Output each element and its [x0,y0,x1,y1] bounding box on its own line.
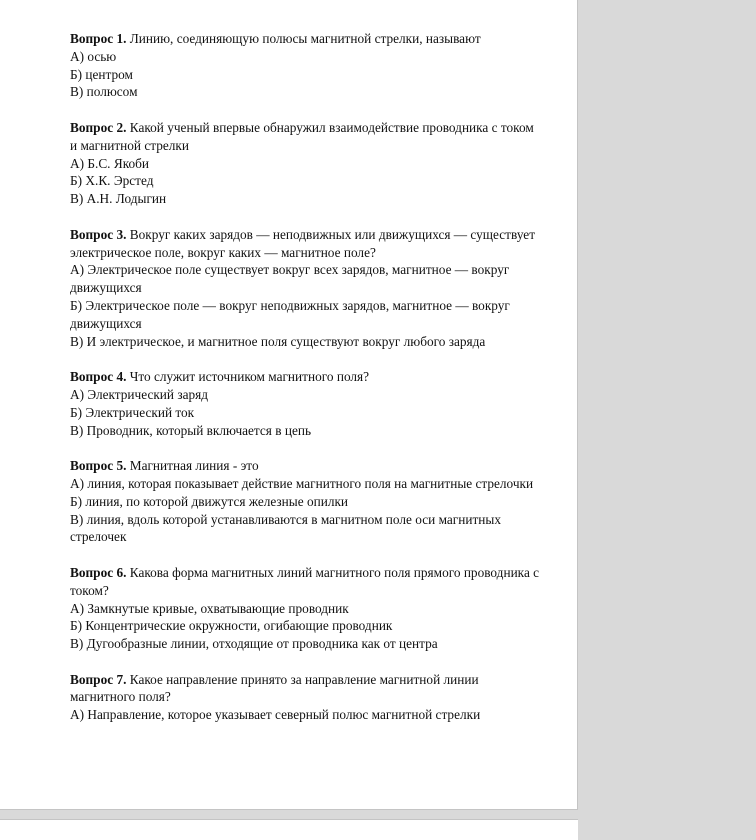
question-number: Вопрос 6. [70,564,127,580]
answer-option: А) Направление, которое указывает северный полюс магнитной стрелки [70,707,481,723]
question-7 [70,671,540,724]
answer-option: Б) Электрическое поле — вокруг неподвижных зарядов, магнитное — вокруг движущихся [70,297,510,331]
answer-option: Б) Концентрические окружности, огибающие проводник [70,618,393,634]
document-body [70,30,540,742]
answer-option: А) Б.С. Якоби [70,155,150,171]
answer-option: А) Электрический заряд [70,386,209,402]
question-text [70,368,540,386]
question-number: Вопрос 2. [70,119,127,135]
question-text [70,564,540,600]
question-text [70,457,540,475]
question-text [70,30,540,48]
question-number: Вопрос 3. [70,226,127,242]
question-number: Вопрос 5. [70,458,127,474]
question-body: Что служит источником магнитного поля? [129,369,370,385]
answer-option: А) Замкнутые кривые, охватывающие проводник [70,600,349,616]
answer-option: Б) линия, по которой движутся железные опилки [70,493,349,509]
question-4 [70,368,540,439]
next-page-edge [0,819,578,840]
answer-option: В) И электрическое, и магнитное поля существуют вокруг любого заряда [70,333,486,349]
answer-option: В) А.Н. Лодыгин [70,191,167,207]
question-body: Какова форма магнитных линий магнитного поля прямого проводника с током? [70,564,540,598]
question-text [70,671,540,707]
answer-option: В) полюсом [70,84,138,100]
question-text [70,119,540,155]
question-body: Какой ученый впервые обнаружил взаимодействие проводника с током и магнитной стрелки [70,119,534,153]
question-text [70,226,540,262]
question-6 [70,564,540,653]
question-2 [70,119,540,208]
question-number: Вопрос 7. [70,671,127,687]
answer-option: Б) центром [70,66,133,82]
question-1 [70,30,540,101]
question-body: Вокруг каких зарядов — неподвижных или движущихся — существует электрическое поле, вокруг каких — магнитное поле? [70,226,535,260]
question-3 [70,226,540,351]
answer-option: В) линия, вдоль которой устанавливаются в магнитном поле оси магнитных стрелочек [70,511,501,545]
answer-option: А) Электрическое поле существует вокруг всех зарядов, магнитное — вокруг движущихся [70,262,510,296]
question-body: Линию, соединяющую полюсы магнитной стрелки, называют [129,31,481,46]
answer-option: В) Дугообразные линии, отходящие от проводника как от центра [70,636,438,652]
answer-option: В) Проводник, который включается в цепь [70,422,312,438]
question-body: Какое направление принято за направление магнитной линии магнитного поля? [70,671,479,705]
question-body: Магнитная линия - это [129,458,259,474]
answer-option: Б) Х.К. Эрстед [70,173,154,189]
answer-option: А) осью [70,48,117,64]
answer-option: А) линия, которая показывает действие магнитного поля на магнитные стрелочки [70,475,534,491]
question-number: Вопрос 4. [70,369,127,385]
question-number: Вопрос 1. [70,31,127,46]
answer-option: Б) Электрический ток [70,404,195,420]
question-5 [70,457,540,546]
